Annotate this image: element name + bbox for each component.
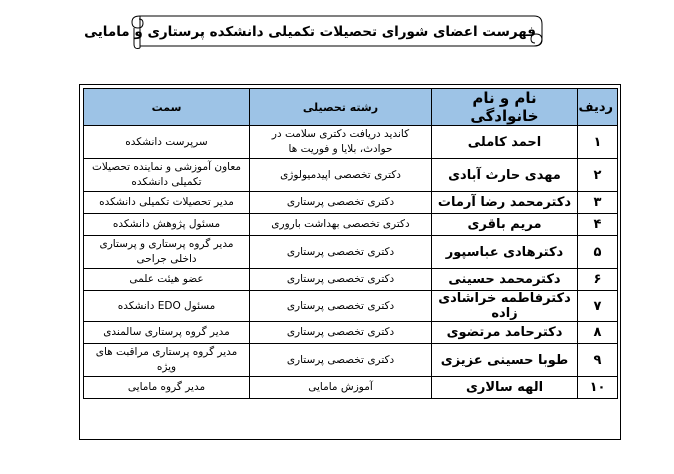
- table-row: [84, 192, 618, 214]
- row-field: دکتری تخصصی پرستاری: [250, 344, 432, 377]
- row-index: ۵: [578, 236, 618, 269]
- table-row: [84, 214, 618, 236]
- row-field: دکتری تخصصی پرستاری: [250, 269, 432, 291]
- table-row: [84, 291, 618, 322]
- members-table: [83, 88, 618, 399]
- column-header-role: سمت: [84, 89, 250, 126]
- row-field: دکتری تخصصی پرستاری: [250, 192, 432, 214]
- row-name: دکترفاطمه خراشادی زاده: [432, 291, 578, 322]
- row-name: مهدی حارث آبادی: [432, 159, 578, 192]
- row-index: ۳: [578, 192, 618, 214]
- column-header-name: نام و نام خانوادگی: [432, 89, 578, 126]
- row-role: مسئول EDO دانشکده: [84, 291, 250, 322]
- row-index: ۱۰: [578, 377, 618, 399]
- table-row: [84, 126, 618, 159]
- row-role: مدیر گروه پرستاری مراقبت های ویژه: [84, 344, 250, 377]
- row-index: ۱: [578, 126, 618, 159]
- row-index: ۸: [578, 322, 618, 344]
- table-row: [84, 159, 618, 192]
- table-header-row: [84, 89, 618, 126]
- table-row: [84, 269, 618, 291]
- row-role: سرپرست دانشکده: [84, 126, 250, 159]
- row-role: مدیر گروه پرستاری و پرستاری داخلی جراحی: [84, 236, 250, 269]
- row-field: آموزش مامایی: [250, 377, 432, 399]
- title-banner: [84, 8, 546, 54]
- row-name: الهه سالاری: [432, 377, 578, 399]
- row-role: معاون آموزشی و نماینده تحصیلات تکمیلی دانشکده: [84, 159, 250, 192]
- row-role: عضو هیئت علمی: [84, 269, 250, 291]
- row-role: مدیر گروه مامایی: [84, 377, 250, 399]
- row-name: مریم باقری: [432, 214, 578, 236]
- row-name: احمد کاملی: [432, 126, 578, 159]
- column-header-field: رشته تحصیلی: [250, 89, 432, 126]
- row-role: مسئول پژوهش دانشکده: [84, 214, 250, 236]
- row-role: مدیر گروه پرستاری سالمندی: [84, 322, 250, 344]
- page-title: فهرست اعضای شورای تحصیلات تکمیلی دانشکده پرستاری و مامایی: [84, 24, 536, 40]
- row-index: ۴: [578, 214, 618, 236]
- table-row: [84, 377, 618, 399]
- row-name: دکترحامد مرتضوی: [432, 322, 578, 344]
- row-index: ۷: [578, 291, 618, 322]
- row-index: ۶: [578, 269, 618, 291]
- row-field: دکتری تخصصی پرستاری: [250, 291, 432, 322]
- row-index: ۲: [578, 159, 618, 192]
- row-field: دکتری تخصصی اپیدمیولوژی: [250, 159, 432, 192]
- table-row: [84, 236, 618, 269]
- row-name: دکترمحمد حسینی: [432, 269, 578, 291]
- row-name: طوبا حسینی عزیزی: [432, 344, 578, 377]
- row-field: دکتری تخصصی بهداشت باروری: [250, 214, 432, 236]
- row-name: دکترمحمد رضا آرمات: [432, 192, 578, 214]
- row-field: دکتری تخصصی پرستاری: [250, 322, 432, 344]
- row-index: ۹: [578, 344, 618, 377]
- row-field: دکتری تخصصی پرستاری: [250, 236, 432, 269]
- row-field: کاندید دریافت دکتری سلامت در حوادث، بلایا و فوریت ها: [250, 126, 432, 159]
- table-row: [84, 322, 618, 344]
- table-row: [84, 344, 618, 377]
- row-role: مدیر تحصیلات تکمیلی دانشکده: [84, 192, 250, 214]
- column-header-index: ردیف: [578, 89, 618, 126]
- row-name: دکترهادی عباسپور: [432, 236, 578, 269]
